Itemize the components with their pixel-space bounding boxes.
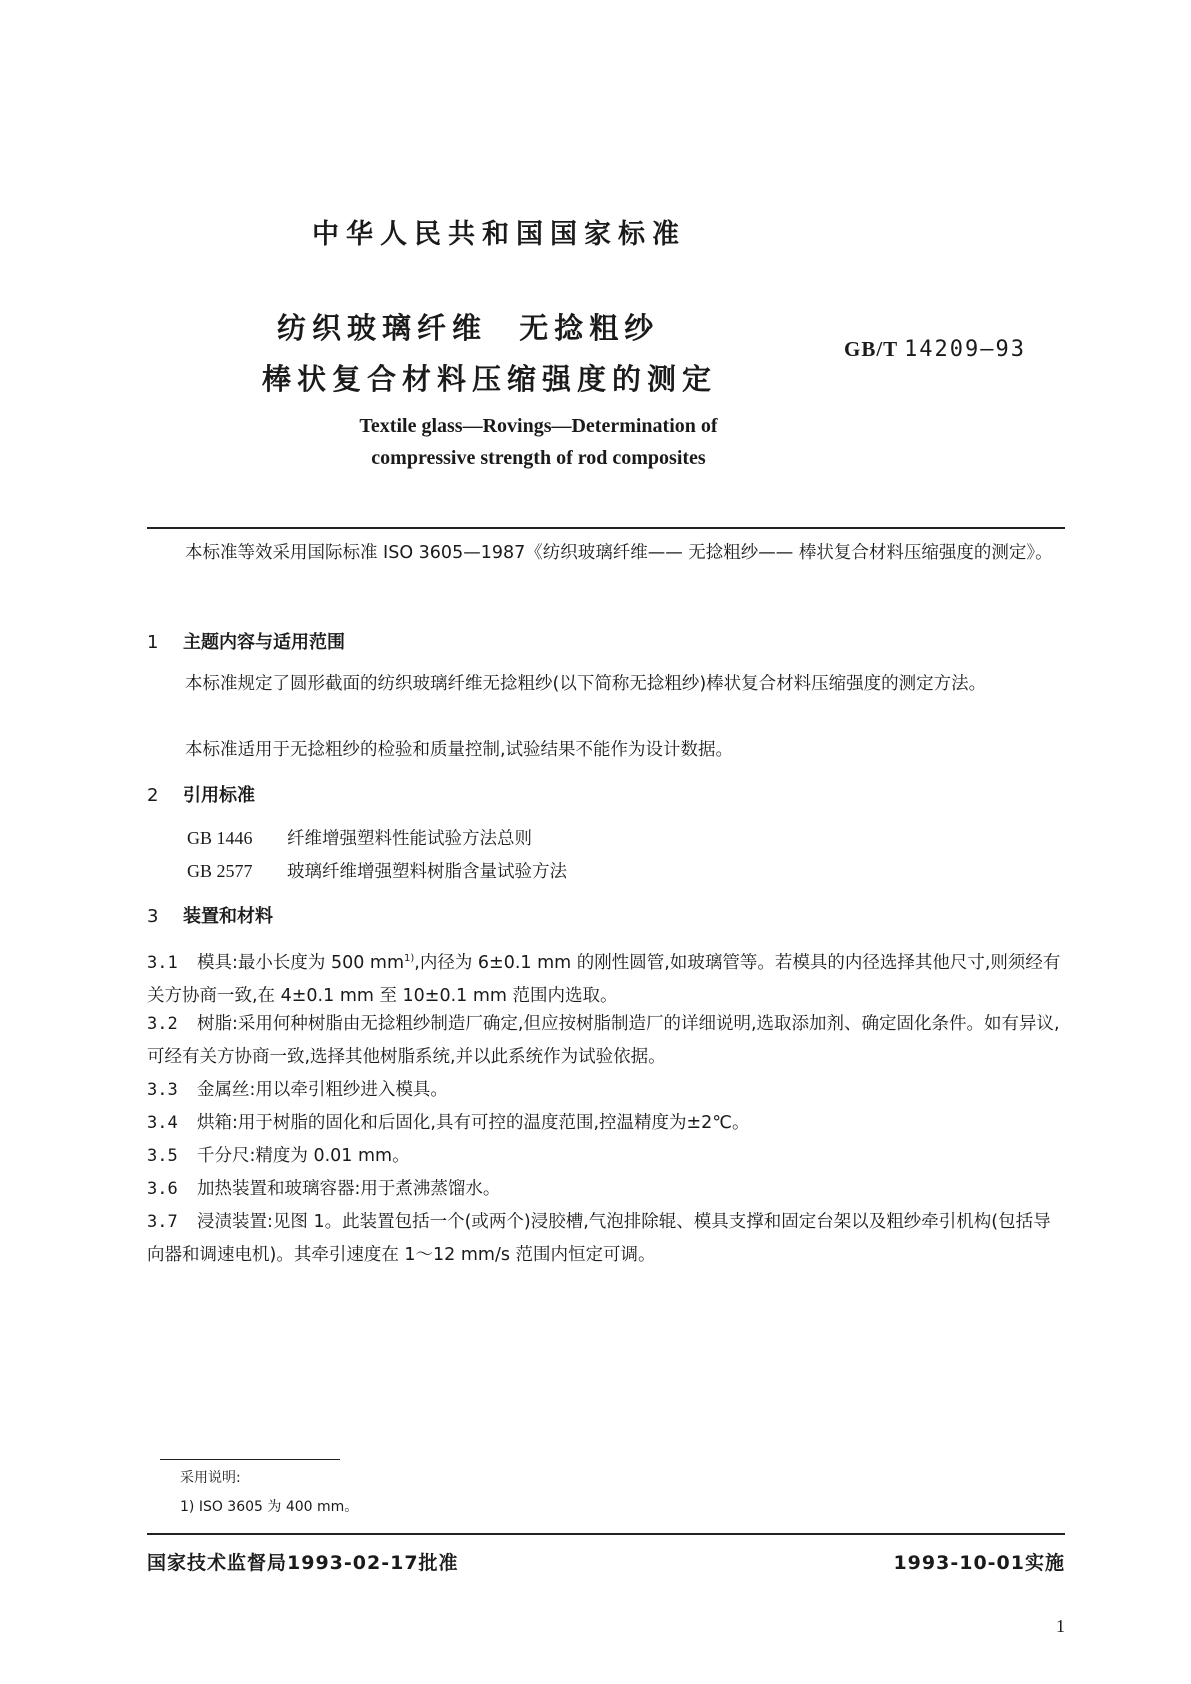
clause-text-continued: ,内径为 6±0.1 mm 的刚性圆管,如玻璃管等。若模具的内径选择其他尺寸,则须经有关方协商一致,在 4±0.1 mm 至 10±0.1 mm 范围内选取。 [147,952,1061,1006]
section-1-title: 主题内容与适用范围 [183,632,345,653]
reference-title: 玻璃纤维增强塑料树脂含量试验方法 [287,862,567,882]
clause-number: 3.6 [147,1179,178,1199]
title-en-line2: compressive strength of rod composites [371,447,706,469]
clause-3-2 [147,1008,1065,1074]
clause-3-1 [147,942,1065,1013]
section-1-heading [147,628,345,654]
clause-number: 3.2 [147,1014,178,1034]
clause-text: 千分尺:精度为 0.01 mm。 [197,1146,410,1166]
national-standard-heading: 中华人民共和国国家标准 [312,219,686,250]
clause-text: 加热装置和玻璃容器:用于煮沸蒸馏水。 [197,1179,501,1199]
title-en-line1: Textile glass—Rovings—Determination of [359,415,718,437]
standard-number: 14209—93 [904,337,1027,362]
section-1-paragraph-1: 本标准规定了圆形截面的纺织玻璃纤维无捻粗纱(以下简称无捻粗纱)棒状复合材料压缩强度的测定方法。 [185,674,987,694]
header-divider [147,527,1065,529]
reference-code: GB 1446 [187,828,253,848]
section-3-number: 3 [147,906,159,927]
clause-number: 3.7 [147,1212,178,1232]
page-number: 1 [1056,1616,1065,1636]
clause-number: 3.1 [147,952,178,973]
section-3-title: 装置和材料 [183,906,273,927]
section-1-paragraph-2: 本标准适用于无捻粗纱的检验和质量控制,试验结果不能作为设计数据。 [185,740,734,760]
section-2-number: 2 [147,785,159,806]
approval-date: 国家技术监督局1993-02-17批准 [147,1552,459,1574]
clause-3-5 [147,1140,1065,1173]
section-1-number: 1 [147,632,159,653]
standard-code [844,337,1026,362]
clause-text: 模具:最小长度为 500 mm [197,952,405,973]
clause-number: 3.4 [147,1113,178,1133]
footer-divider [147,1533,1065,1535]
footnote-text: 1) ISO 3605 为 400 mm。 [180,1499,359,1515]
clause-3-4 [147,1107,1065,1140]
clause-3-7 [147,1206,1065,1272]
section-3-heading [147,902,273,928]
clause-3-6 [147,1173,1065,1206]
reference-title: 纤维增强塑料性能试验方法总则 [287,829,532,849]
reference-item [187,825,532,850]
title-cn-line2: 棒状复合材料压缩强度的测定 [262,362,718,396]
section-2-title: 引用标准 [183,785,255,806]
title-cn-line1: 纺织玻璃纤维 无捻粗纱 [277,311,660,345]
clause-3-3 [147,1074,1065,1107]
reference-code: GB 2577 [187,861,253,881]
clause-text: 浸渍装置:见图 1。此装置包括一个(或两个)浸胶槽,气泡排除辊、模具支撑和固定台架以及粗纱牵引机构(包括导向器和调速电机)。其牵引速度在 1～12 mm/s 范围内恒定可调。 [147,1212,1051,1265]
effective-date: 1993-10-01实施 [893,1552,1065,1574]
standard-prefix: GB/T [844,337,898,361]
footnote-marker: 1) [404,953,415,964]
footnote-divider [160,1459,340,1460]
preamble: 本标准等效采用国际标准 ISO 3605—1987《纺织玻璃纤维—— 无捻粗纱—— 棒状复合材料压缩强度的测定》。 [185,543,1053,563]
reference-item [187,858,567,883]
clause-number: 3.5 [147,1146,178,1166]
clause-text: 树脂:采用何种树脂由无捻粗纱制造厂确定,但应按树脂制造厂的详细说明,选取添加剂、确定固化条件。如有异议,可经有关方协商一致,选择其他树脂系统,并以此系统作为试验依据。 [147,1014,1060,1067]
clause-number: 3.3 [147,1080,178,1100]
clause-text: 金属丝:用以牵引粗纱进入模具。 [197,1080,448,1100]
footnote-label: 采用说明: [180,1470,241,1486]
clause-text: 烘箱:用于树脂的固化和后固化,具有可控的温度范围,控温精度为±2℃。 [197,1113,750,1133]
section-2-heading [147,781,255,807]
